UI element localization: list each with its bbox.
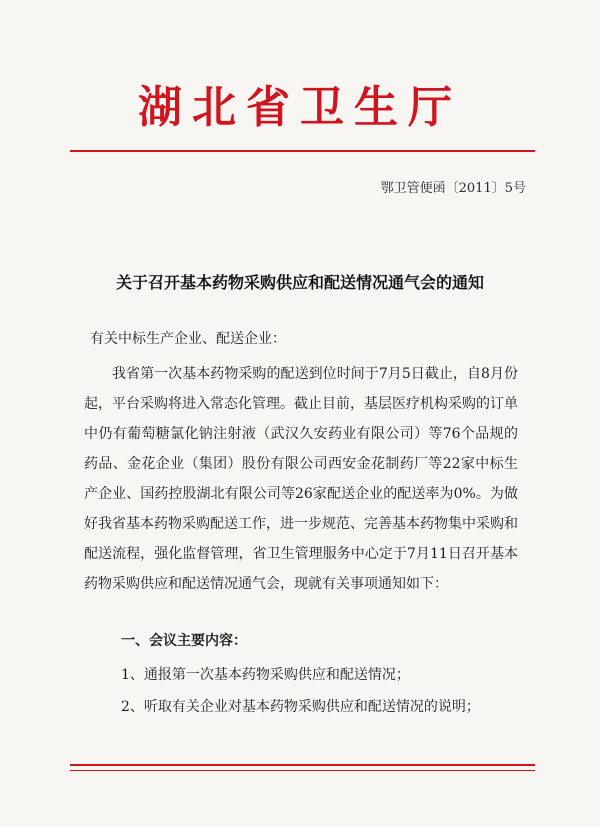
list-item: 1、通报第一次基本药物采购供应和配送情况； [121,667,410,683]
footer-red-rule [70,764,535,766]
document-number: 鄂卫管便函〔2011〕5号 [380,181,526,196]
section-heading: 一、会议主要内容： [121,633,247,649]
addressee: 有关中标生产企业、配送企业： [90,331,286,347]
letterhead-title: 湖北省卫生厅 [138,82,462,133]
body-paragraph [84,359,518,599]
footer-red-rule-thin [70,770,535,771]
document-title: 关于召开基本药物采购供应和配送情况通气会的通知 [115,273,484,292]
letterhead-red-rule [70,150,535,152]
body-text: 我省第一次基本药物采购的配送到位时间于7月5日截止，自8月份起，平台采购将进入常态化管理。截止目前，基层医疗机构采购的订单中仍有葡萄糖氯化钠注射液（武汉久安药业有限公司）等76个品规的药品、金花企业（集团）股份有限公司西安金花制药厂等22家中标生产企业、国药控股湖北有限公司等26家配送企业的配送率为0%。为做好我省基本药物采购配送工作，进一步规范、完善基本药物集中采购和配送流程，强化监督管理，省卫生管理服务中心定于7月11日召开基本药物采购供应和配送情况通气会，现就有关事项通知如下： [84,366,518,592]
list-item: 2、听取有关企业对基本药物采购供应和配送情况的说明； [121,699,480,715]
